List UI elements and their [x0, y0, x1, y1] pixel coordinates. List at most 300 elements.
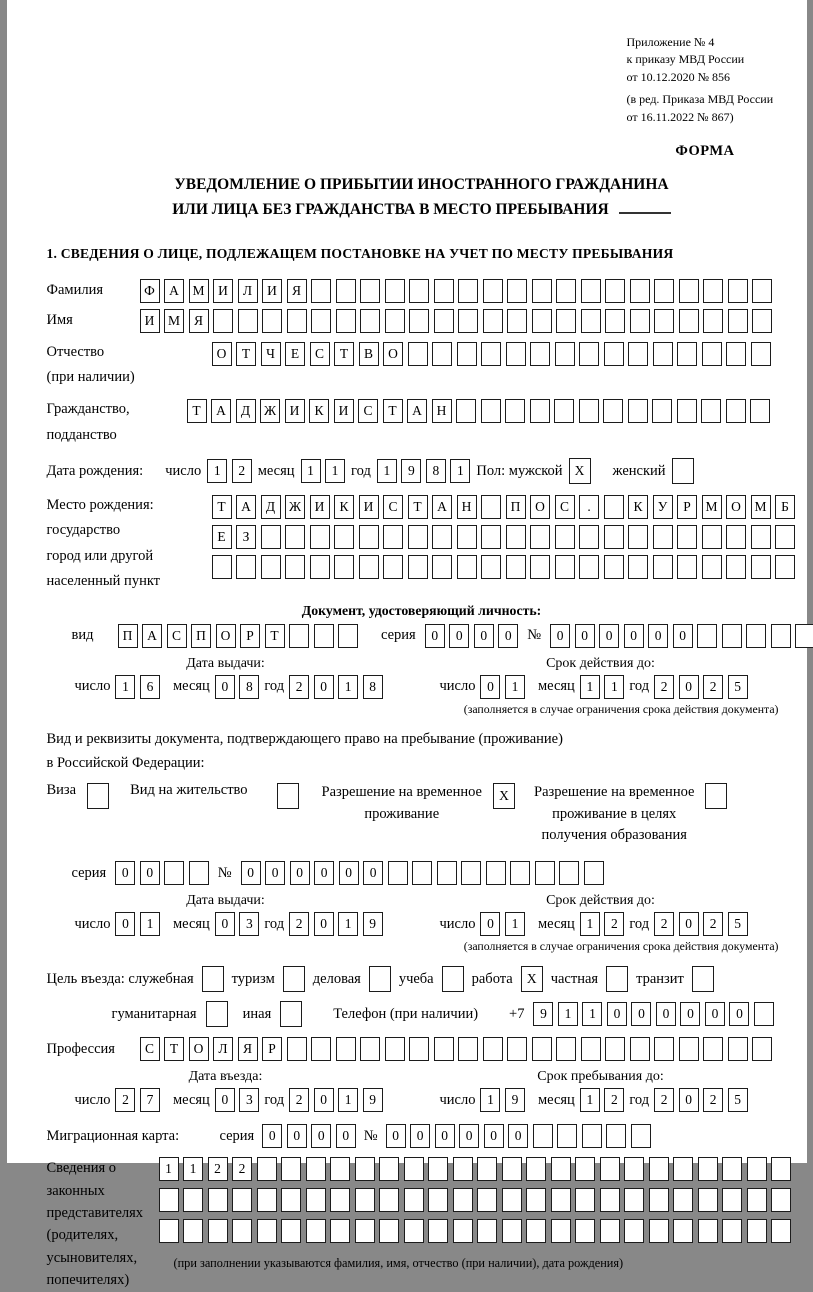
char-box[interactable] — [750, 399, 770, 423]
char-box[interactable]: 0 — [705, 1002, 725, 1026]
char-box[interactable]: 7 — [140, 1088, 160, 1112]
humanitarian-checkbox[interactable] — [206, 1001, 228, 1027]
patronymic-field[interactable] — [212, 342, 771, 366]
char-box[interactable]: 2 — [604, 912, 624, 936]
char-box[interactable] — [483, 279, 503, 303]
doc-series-field[interactable] — [425, 624, 519, 648]
char-box[interactable] — [506, 525, 526, 549]
char-box[interactable] — [457, 525, 477, 549]
char-box[interactable] — [726, 555, 746, 579]
char-box[interactable]: 1 — [604, 675, 624, 699]
char-box[interactable] — [458, 309, 478, 333]
char-box[interactable] — [428, 1157, 448, 1181]
char-box[interactable]: 0 — [680, 1002, 700, 1026]
char-box[interactable]: О — [726, 495, 746, 519]
char-box[interactable]: П — [118, 624, 138, 648]
char-box[interactable]: 1 — [159, 1157, 179, 1181]
char-box[interactable] — [581, 279, 601, 303]
char-box[interactable] — [703, 1037, 723, 1061]
char-box[interactable]: 0 — [575, 624, 595, 648]
char-box[interactable] — [604, 525, 624, 549]
char-box[interactable] — [434, 279, 454, 303]
char-box[interactable] — [530, 342, 550, 366]
char-box[interactable]: К — [628, 495, 648, 519]
char-box[interactable]: Т — [212, 495, 232, 519]
char-box[interactable] — [458, 279, 478, 303]
char-box[interactable]: Е — [212, 525, 232, 549]
char-box[interactable]: 5 — [728, 675, 748, 699]
char-box[interactable] — [306, 1188, 326, 1212]
char-box[interactable]: 0 — [215, 1088, 235, 1112]
char-box[interactable] — [336, 1037, 356, 1061]
char-box[interactable] — [502, 1219, 522, 1243]
char-box[interactable] — [673, 1219, 693, 1243]
char-box[interactable] — [677, 525, 697, 549]
char-box[interactable] — [164, 861, 184, 885]
char-box[interactable]: И — [140, 309, 160, 333]
char-box[interactable]: 1 — [325, 459, 345, 483]
char-box[interactable] — [428, 1219, 448, 1243]
char-box[interactable]: 0 — [449, 624, 469, 648]
char-box[interactable] — [604, 495, 624, 519]
stay-year[interactable] — [654, 1088, 748, 1112]
char-box[interactable]: Р — [262, 1037, 282, 1061]
char-box[interactable]: 0 — [262, 1124, 282, 1148]
rep-field-row2[interactable] — [159, 1188, 792, 1212]
char-box[interactable] — [261, 555, 281, 579]
char-box[interactable]: П — [191, 624, 211, 648]
citizenship-field[interactable] — [187, 399, 771, 423]
char-box[interactable]: 0 — [656, 1002, 676, 1026]
char-box[interactable]: 5 — [728, 912, 748, 936]
char-box[interactable] — [532, 279, 552, 303]
char-box[interactable] — [360, 279, 380, 303]
char-box[interactable]: 1 — [301, 459, 321, 483]
char-box[interactable]: 9 — [363, 1088, 383, 1112]
char-box[interactable] — [752, 1037, 772, 1061]
char-box[interactable] — [728, 1037, 748, 1061]
char-box[interactable]: 0 — [115, 861, 135, 885]
char-box[interactable]: 0 — [140, 861, 160, 885]
char-box[interactable]: X — [521, 966, 543, 992]
char-box[interactable]: 9 — [505, 1088, 525, 1112]
migration-series-field[interactable] — [262, 1124, 356, 1148]
char-box[interactable]: 0 — [314, 861, 334, 885]
char-box[interactable] — [649, 1188, 669, 1212]
char-box[interactable]: Ж — [285, 495, 305, 519]
char-box[interactable]: Ч — [261, 342, 281, 366]
char-box[interactable]: 0 — [679, 675, 699, 699]
char-box[interactable] — [483, 309, 503, 333]
char-box[interactable] — [677, 555, 697, 579]
char-box[interactable] — [379, 1157, 399, 1181]
char-box[interactable] — [285, 525, 305, 549]
char-box[interactable] — [310, 555, 330, 579]
char-box[interactable]: 0 — [679, 1088, 699, 1112]
char-box[interactable] — [698, 1219, 718, 1243]
char-box[interactable] — [624, 1219, 644, 1243]
char-box[interactable] — [409, 279, 429, 303]
char-box[interactable]: Т — [334, 342, 354, 366]
char-box[interactable]: О — [216, 624, 236, 648]
stay-month[interactable] — [580, 1088, 625, 1112]
char-box[interactable]: 5 — [728, 1088, 748, 1112]
char-box[interactable]: 0 — [425, 624, 445, 648]
char-box[interactable] — [752, 309, 772, 333]
char-box[interactable]: 0 — [287, 1124, 307, 1148]
char-box[interactable]: 2 — [115, 1088, 135, 1112]
char-box[interactable] — [606, 1124, 626, 1148]
entry-year[interactable] — [289, 1088, 383, 1112]
char-box[interactable] — [600, 1157, 620, 1181]
char-box[interactable]: Т — [383, 399, 403, 423]
char-box[interactable]: С — [310, 342, 330, 366]
char-box[interactable] — [236, 555, 256, 579]
char-box[interactable] — [483, 1037, 503, 1061]
char-box[interactable] — [311, 1037, 331, 1061]
char-box[interactable] — [722, 624, 742, 648]
char-box[interactable] — [408, 555, 428, 579]
char-box[interactable] — [481, 525, 501, 549]
char-box[interactable]: Р — [677, 495, 697, 519]
char-box[interactable] — [334, 525, 354, 549]
study-checkbox[interactable] — [442, 966, 464, 992]
char-box[interactable]: С — [167, 624, 187, 648]
char-box[interactable] — [481, 495, 501, 519]
char-box[interactable]: И — [262, 279, 282, 303]
char-box[interactable] — [771, 1157, 791, 1181]
char-box[interactable] — [338, 624, 358, 648]
char-box[interactable]: А — [236, 495, 256, 519]
char-box[interactable] — [369, 966, 391, 992]
char-box[interactable]: Т — [236, 342, 256, 366]
char-box[interactable] — [507, 309, 527, 333]
char-box[interactable]: 0 — [673, 624, 693, 648]
doc-kind-field[interactable] — [118, 624, 359, 648]
char-box[interactable]: 2 — [232, 459, 252, 483]
char-box[interactable] — [383, 525, 403, 549]
char-box[interactable] — [555, 525, 575, 549]
char-box[interactable] — [159, 1188, 179, 1212]
char-box[interactable] — [575, 1188, 595, 1212]
char-box[interactable]: У — [653, 495, 673, 519]
char-box[interactable]: 2 — [654, 675, 674, 699]
char-box[interactable] — [404, 1188, 424, 1212]
char-box[interactable]: Н — [432, 399, 452, 423]
char-box[interactable] — [556, 1037, 576, 1061]
char-box[interactable] — [624, 1188, 644, 1212]
char-box[interactable] — [359, 555, 379, 579]
char-box[interactable] — [559, 861, 579, 885]
char-box[interactable] — [330, 1219, 350, 1243]
char-box[interactable] — [526, 1188, 546, 1212]
char-box[interactable]: 8 — [426, 459, 446, 483]
char-box[interactable] — [747, 1219, 767, 1243]
char-box[interactable] — [289, 624, 309, 648]
char-box[interactable]: 2 — [654, 912, 674, 936]
char-box[interactable] — [457, 555, 477, 579]
char-box[interactable] — [477, 1157, 497, 1181]
char-box[interactable] — [379, 1188, 399, 1212]
edu-permit-checkbox[interactable] — [705, 782, 727, 809]
char-box[interactable] — [579, 555, 599, 579]
char-box[interactable] — [481, 555, 501, 579]
permit-valid-month[interactable] — [580, 912, 625, 936]
char-box[interactable]: Я — [287, 279, 307, 303]
transit-checkbox[interactable] — [692, 966, 714, 992]
char-box[interactable] — [600, 1188, 620, 1212]
char-box[interactable]: 3 — [239, 912, 259, 936]
char-box[interactable] — [334, 555, 354, 579]
char-box[interactable]: 0 — [480, 675, 500, 699]
char-box[interactable] — [486, 861, 506, 885]
char-box[interactable]: 1 — [377, 459, 397, 483]
char-box[interactable] — [698, 1188, 718, 1212]
char-box[interactable] — [285, 555, 305, 579]
char-box[interactable] — [208, 1219, 228, 1243]
char-box[interactable] — [579, 342, 599, 366]
entry-day[interactable] — [115, 1088, 160, 1112]
char-box[interactable] — [306, 1157, 326, 1181]
char-box[interactable]: Л — [238, 279, 258, 303]
char-box[interactable]: 0 — [459, 1124, 479, 1148]
char-box[interactable]: 0 — [498, 624, 518, 648]
char-box[interactable]: Д — [261, 495, 281, 519]
permit-issue-year[interactable] — [289, 912, 383, 936]
char-box[interactable]: Я — [238, 1037, 258, 1061]
char-box[interactable]: Т — [187, 399, 207, 423]
doc-valid-day[interactable] — [480, 675, 525, 699]
char-box[interactable] — [408, 525, 428, 549]
char-box[interactable]: 9 — [533, 1002, 553, 1026]
permit-series-field[interactable] — [115, 861, 209, 885]
char-box[interactable]: 1 — [480, 1088, 500, 1112]
char-box[interactable] — [581, 1037, 601, 1061]
char-box[interactable] — [722, 1219, 742, 1243]
char-box[interactable] — [692, 966, 714, 992]
char-box[interactable] — [673, 1157, 693, 1181]
char-box[interactable]: Т — [164, 1037, 184, 1061]
profession-field[interactable] — [140, 1037, 773, 1061]
work-checkbox[interactable] — [521, 966, 543, 992]
char-box[interactable] — [600, 1219, 620, 1243]
char-box[interactable] — [628, 342, 648, 366]
char-box[interactable]: С — [555, 495, 575, 519]
char-box[interactable] — [754, 1002, 774, 1026]
char-box[interactable]: 0 — [484, 1124, 504, 1148]
char-box[interactable]: 0 — [311, 1124, 331, 1148]
char-box[interactable] — [575, 1219, 595, 1243]
char-box[interactable] — [213, 309, 233, 333]
other-checkbox[interactable] — [280, 1001, 302, 1027]
char-box[interactable] — [453, 1188, 473, 1212]
char-box[interactable]: 1 — [338, 675, 358, 699]
char-box[interactable]: 0 — [679, 912, 699, 936]
char-box[interactable] — [385, 309, 405, 333]
surname-field[interactable] — [140, 279, 773, 303]
char-box[interactable] — [408, 342, 428, 366]
char-box[interactable]: 2 — [703, 1088, 723, 1112]
birthplace-field-row2[interactable] — [212, 525, 796, 549]
char-box[interactable] — [87, 783, 109, 809]
char-box[interactable]: 6 — [140, 675, 160, 699]
char-box[interactable] — [502, 1157, 522, 1181]
char-box[interactable] — [530, 555, 550, 579]
char-box[interactable] — [311, 279, 331, 303]
char-box[interactable] — [705, 783, 727, 809]
char-box[interactable] — [702, 555, 722, 579]
char-box[interactable]: О — [189, 1037, 209, 1061]
char-box[interactable]: В — [359, 342, 379, 366]
permit-issue-day[interactable] — [115, 912, 160, 936]
birth-day-field[interactable] — [207, 459, 252, 483]
char-box[interactable] — [502, 1188, 522, 1212]
char-box[interactable] — [360, 309, 380, 333]
char-box[interactable]: О — [383, 342, 403, 366]
char-box[interactable] — [677, 399, 697, 423]
doc-issue-day[interactable] — [115, 675, 160, 699]
char-box[interactable]: М — [702, 495, 722, 519]
char-box[interactable] — [159, 1219, 179, 1243]
char-box[interactable]: 2 — [703, 912, 723, 936]
char-box[interactable] — [604, 555, 624, 579]
char-box[interactable] — [775, 555, 795, 579]
char-box[interactable]: 0 — [215, 912, 235, 936]
char-box[interactable]: 1 — [115, 675, 135, 699]
char-box[interactable]: 0 — [729, 1002, 749, 1026]
rep-field-row1[interactable] — [159, 1157, 792, 1181]
char-box[interactable] — [530, 525, 550, 549]
char-box[interactable] — [232, 1219, 252, 1243]
char-box[interactable]: 0 — [290, 861, 310, 885]
char-box[interactable] — [437, 861, 457, 885]
char-box[interactable] — [257, 1157, 277, 1181]
char-box[interactable] — [795, 624, 813, 648]
char-box[interactable]: 2 — [208, 1157, 228, 1181]
char-box[interactable]: 2 — [703, 675, 723, 699]
char-box[interactable] — [379, 1219, 399, 1243]
char-box[interactable] — [314, 624, 334, 648]
char-box[interactable] — [330, 1188, 350, 1212]
char-box[interactable] — [726, 399, 746, 423]
char-box[interactable] — [535, 861, 555, 885]
char-box[interactable]: Р — [240, 624, 260, 648]
name-field[interactable] — [140, 309, 773, 333]
char-box[interactable]: 2 — [289, 912, 309, 936]
char-box[interactable] — [679, 279, 699, 303]
phone-field[interactable] — [533, 1002, 774, 1026]
char-box[interactable] — [385, 279, 405, 303]
char-box[interactable] — [434, 309, 454, 333]
char-box[interactable]: З — [236, 525, 256, 549]
char-box[interactable] — [628, 555, 648, 579]
char-box[interactable] — [457, 342, 477, 366]
char-box[interactable]: М — [189, 279, 209, 303]
char-box[interactable] — [653, 555, 673, 579]
char-box[interactable]: Ф — [140, 279, 160, 303]
char-box[interactable] — [510, 861, 530, 885]
char-box[interactable] — [281, 1219, 301, 1243]
char-box[interactable] — [432, 555, 452, 579]
char-box[interactable] — [628, 399, 648, 423]
char-box[interactable] — [359, 525, 379, 549]
char-box[interactable]: А — [407, 399, 427, 423]
char-box[interactable] — [409, 1037, 429, 1061]
char-box[interactable] — [477, 1219, 497, 1243]
char-box[interactable]: Т — [408, 495, 428, 519]
char-box[interactable] — [202, 966, 224, 992]
char-box[interactable] — [752, 279, 772, 303]
char-box[interactable] — [385, 1037, 405, 1061]
char-box[interactable] — [507, 279, 527, 303]
char-box[interactable]: Д — [236, 399, 256, 423]
char-box[interactable] — [330, 1157, 350, 1181]
char-box[interactable]: 8 — [363, 675, 383, 699]
char-box[interactable] — [630, 309, 650, 333]
char-box[interactable] — [551, 1188, 571, 1212]
char-box[interactable] — [432, 342, 452, 366]
char-box[interactable] — [428, 1188, 448, 1212]
char-box[interactable] — [653, 525, 673, 549]
private-checkbox[interactable] — [606, 966, 628, 992]
char-box[interactable]: 1 — [505, 675, 525, 699]
char-box[interactable]: 1 — [140, 912, 160, 936]
char-box[interactable] — [554, 399, 574, 423]
char-box[interactable] — [506, 342, 526, 366]
stay-day[interactable] — [480, 1088, 525, 1112]
char-box[interactable] — [388, 861, 408, 885]
char-box[interactable]: А — [164, 279, 184, 303]
char-box[interactable] — [605, 279, 625, 303]
doc-issue-month[interactable] — [215, 675, 260, 699]
char-box[interactable] — [775, 525, 795, 549]
char-box[interactable] — [507, 1037, 527, 1061]
char-box[interactable]: 0 — [480, 912, 500, 936]
char-box[interactable] — [579, 525, 599, 549]
char-box[interactable]: 0 — [336, 1124, 356, 1148]
char-box[interactable] — [722, 1157, 742, 1181]
char-box[interactable]: 0 — [648, 624, 668, 648]
char-box[interactable]: 2 — [604, 1088, 624, 1112]
char-box[interactable] — [631, 1124, 651, 1148]
char-box[interactable]: С — [140, 1037, 160, 1061]
char-box[interactable] — [238, 309, 258, 333]
char-box[interactable]: 3 — [239, 1088, 259, 1112]
char-box[interactable] — [702, 525, 722, 549]
char-box[interactable]: 1 — [582, 1002, 602, 1026]
char-box[interactable] — [747, 1188, 767, 1212]
char-box[interactable] — [409, 309, 429, 333]
char-box[interactable]: И — [310, 495, 330, 519]
migration-number-field[interactable] — [386, 1124, 651, 1148]
permit-valid-day[interactable] — [480, 912, 525, 936]
char-box[interactable] — [726, 342, 746, 366]
char-box[interactable] — [697, 624, 717, 648]
sex-female-checkbox[interactable] — [672, 458, 694, 484]
char-box[interactable]: Е — [285, 342, 305, 366]
char-box[interactable] — [526, 1219, 546, 1243]
char-box[interactable] — [630, 1037, 650, 1061]
char-box[interactable] — [257, 1188, 277, 1212]
char-box[interactable] — [679, 1037, 699, 1061]
char-box[interactable]: Н — [457, 495, 477, 519]
char-box[interactable]: И — [359, 495, 379, 519]
char-box[interactable]: 0 — [474, 624, 494, 648]
char-box[interactable] — [673, 1188, 693, 1212]
char-box[interactable]: П — [506, 495, 526, 519]
char-box[interactable] — [189, 861, 209, 885]
doc-number-field[interactable] — [550, 624, 813, 648]
